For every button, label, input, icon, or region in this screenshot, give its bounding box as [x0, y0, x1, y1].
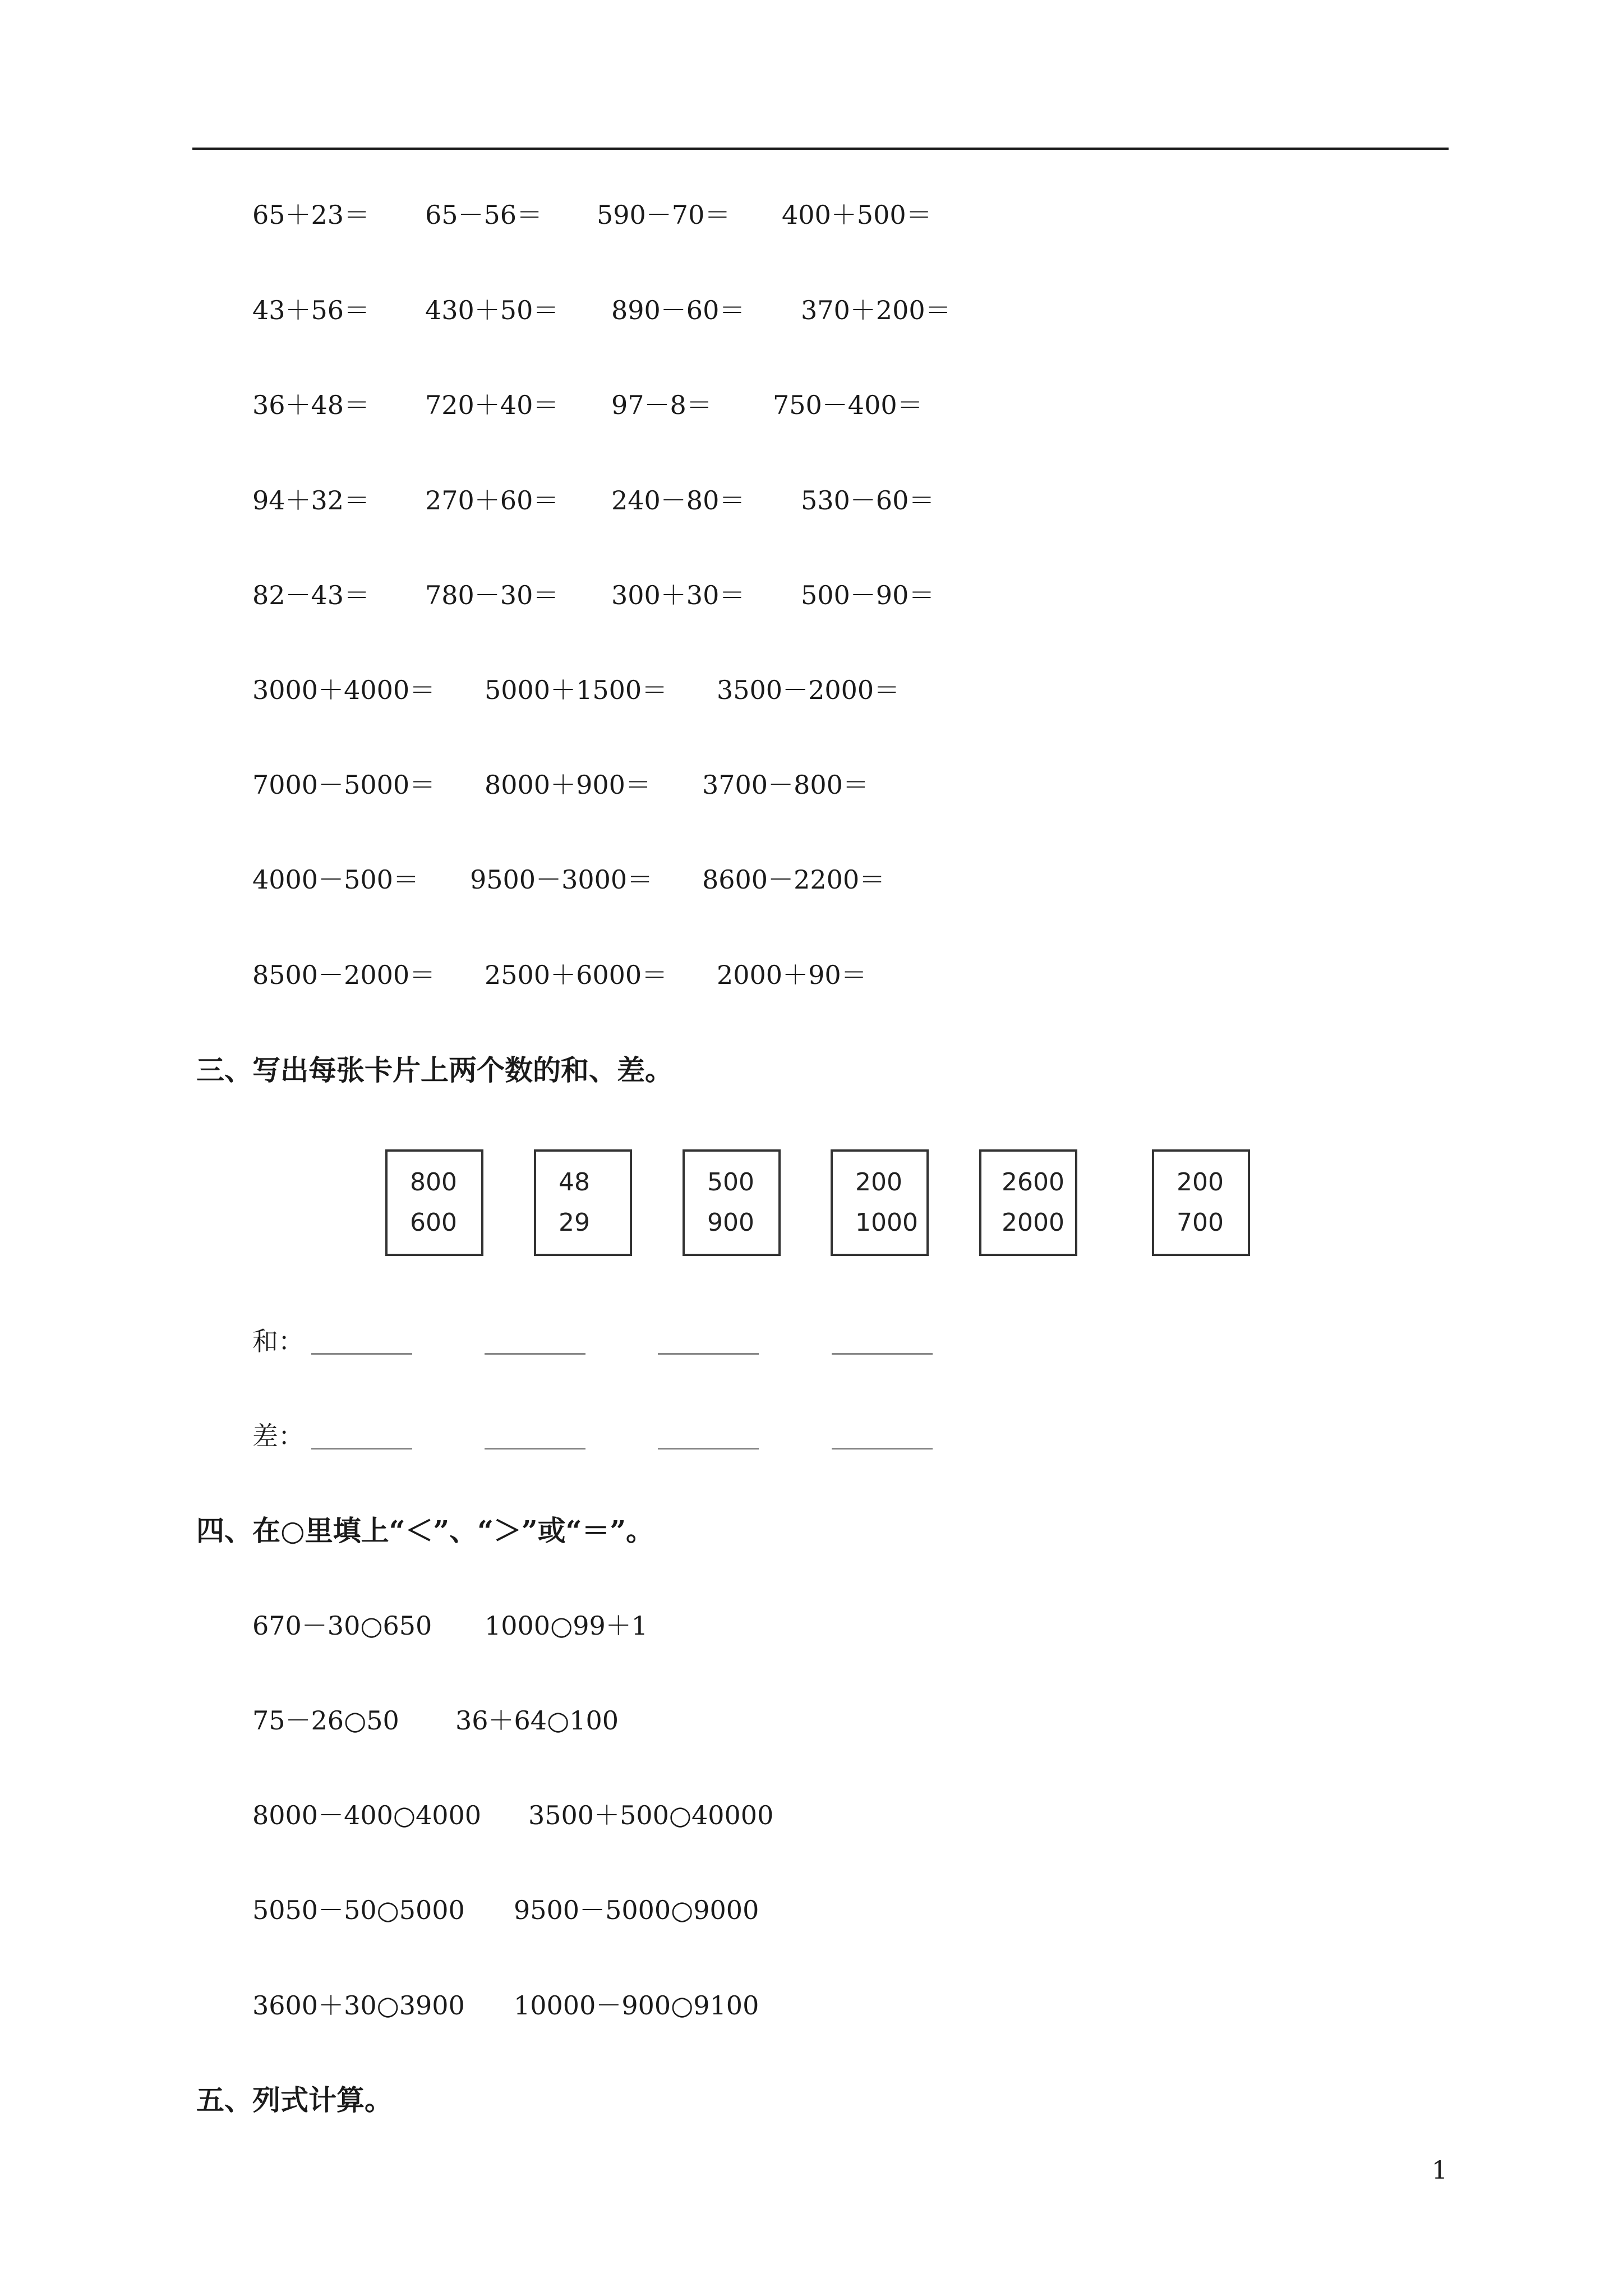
equation: 82－43＝ [252, 580, 370, 610]
answer-blank[interactable] [832, 1447, 933, 1450]
card-number-bottom: 700 [1177, 1208, 1224, 1237]
equation: 240－80＝ [611, 485, 745, 516]
equation: 3700－800＝ [702, 770, 869, 800]
equation: 890－60＝ [611, 295, 745, 325]
comparison: 8000－400○4000 [252, 1800, 482, 1830]
equation: 4000－500＝ [252, 864, 419, 895]
card-number-bottom: 29 [559, 1208, 590, 1237]
answer-blank[interactable] [311, 1447, 412, 1450]
equation: 780－30＝ [425, 580, 559, 610]
equation: 590－70＝ [597, 200, 731, 230]
equation: 530－60＝ [801, 485, 935, 516]
section-5-heading: 五、列式计算。 [196, 2083, 393, 2116]
comparison: 75－26○50 [252, 1705, 399, 1736]
number-card [385, 1149, 483, 1256]
comparison: 5050－50○5000 [252, 1895, 465, 1925]
header-rule [192, 148, 1449, 150]
card-number-top: 200 [855, 1168, 902, 1197]
card-number-top: 2600 [1002, 1168, 1064, 1197]
answer-blank[interactable] [658, 1447, 759, 1450]
equation: 3000＋4000＝ [252, 675, 436, 705]
page-number: 1 [1432, 2156, 1447, 2185]
equation: 97－8＝ [611, 390, 712, 420]
equation: 36＋48＝ [252, 390, 370, 420]
card-number-bottom: 900 [707, 1208, 754, 1237]
diff-label: 差： [252, 1421, 304, 1451]
section-3-heading: 三、写出每张卡片上两个数的和、差。 [196, 1053, 673, 1087]
comparison: 36＋64○100 [455, 1705, 619, 1736]
sum-label: 和： [252, 1326, 304, 1356]
equation: 750－400＝ [773, 390, 923, 420]
equation: 94＋32＝ [252, 485, 370, 516]
equation: 8500－2000＝ [252, 960, 436, 990]
comparison: 10000－900○9100 [514, 1990, 759, 2021]
equation: 300＋30＝ [611, 580, 745, 610]
number-card [1152, 1149, 1250, 1256]
equation: 500－90＝ [801, 580, 935, 610]
equation: 2500＋6000＝ [485, 960, 668, 990]
equation: 430＋50＝ [425, 295, 559, 325]
card-number-bottom: 2000 [1002, 1208, 1064, 1237]
equation: 720＋40＝ [425, 390, 559, 420]
equation: 5000＋1500＝ [485, 675, 668, 705]
card-number-bottom: 600 [410, 1208, 457, 1237]
comparison: 1000○99＋1 [485, 1611, 648, 1641]
equation: 400＋500＝ [782, 200, 932, 230]
equation: 43＋56＝ [252, 295, 370, 325]
number-card [979, 1149, 1077, 1256]
answer-blank[interactable] [311, 1352, 412, 1355]
section-4-heading: 四、在○里填上“＜”、“＞”或“＝”。 [196, 1514, 654, 1547]
equation: 7000－5000＝ [252, 770, 436, 800]
equation: 9500－3000＝ [470, 864, 653, 895]
comparison: 3500＋500○40000 [528, 1800, 774, 1830]
answer-blank[interactable] [832, 1352, 933, 1355]
number-card [683, 1149, 781, 1256]
equation: 370＋200＝ [801, 295, 951, 325]
comparison: 3600＋30○3900 [252, 1990, 465, 2021]
equation: 3500－2000＝ [717, 675, 900, 705]
equation: 65＋23＝ [252, 200, 370, 230]
equation: 65－56＝ [425, 200, 543, 230]
card-number-top: 200 [1177, 1168, 1224, 1197]
card-number-top: 500 [707, 1168, 754, 1197]
card-number-top: 48 [559, 1168, 590, 1197]
equation: 270＋60＝ [425, 485, 559, 516]
card-number-bottom: 1000 [855, 1208, 918, 1237]
answer-blank[interactable] [658, 1352, 759, 1355]
equation: 8000＋900＝ [485, 770, 651, 800]
answer-blank[interactable] [485, 1447, 585, 1450]
answer-blank[interactable] [485, 1352, 585, 1355]
card-number-top: 800 [410, 1168, 457, 1197]
number-card [831, 1149, 929, 1256]
equation: 8600－2200＝ [702, 864, 886, 895]
comparison: 670－30○650 [252, 1611, 432, 1641]
equation: 2000＋90＝ [717, 960, 867, 990]
comparison: 9500－5000○9000 [514, 1895, 759, 1925]
number-card [534, 1149, 632, 1256]
